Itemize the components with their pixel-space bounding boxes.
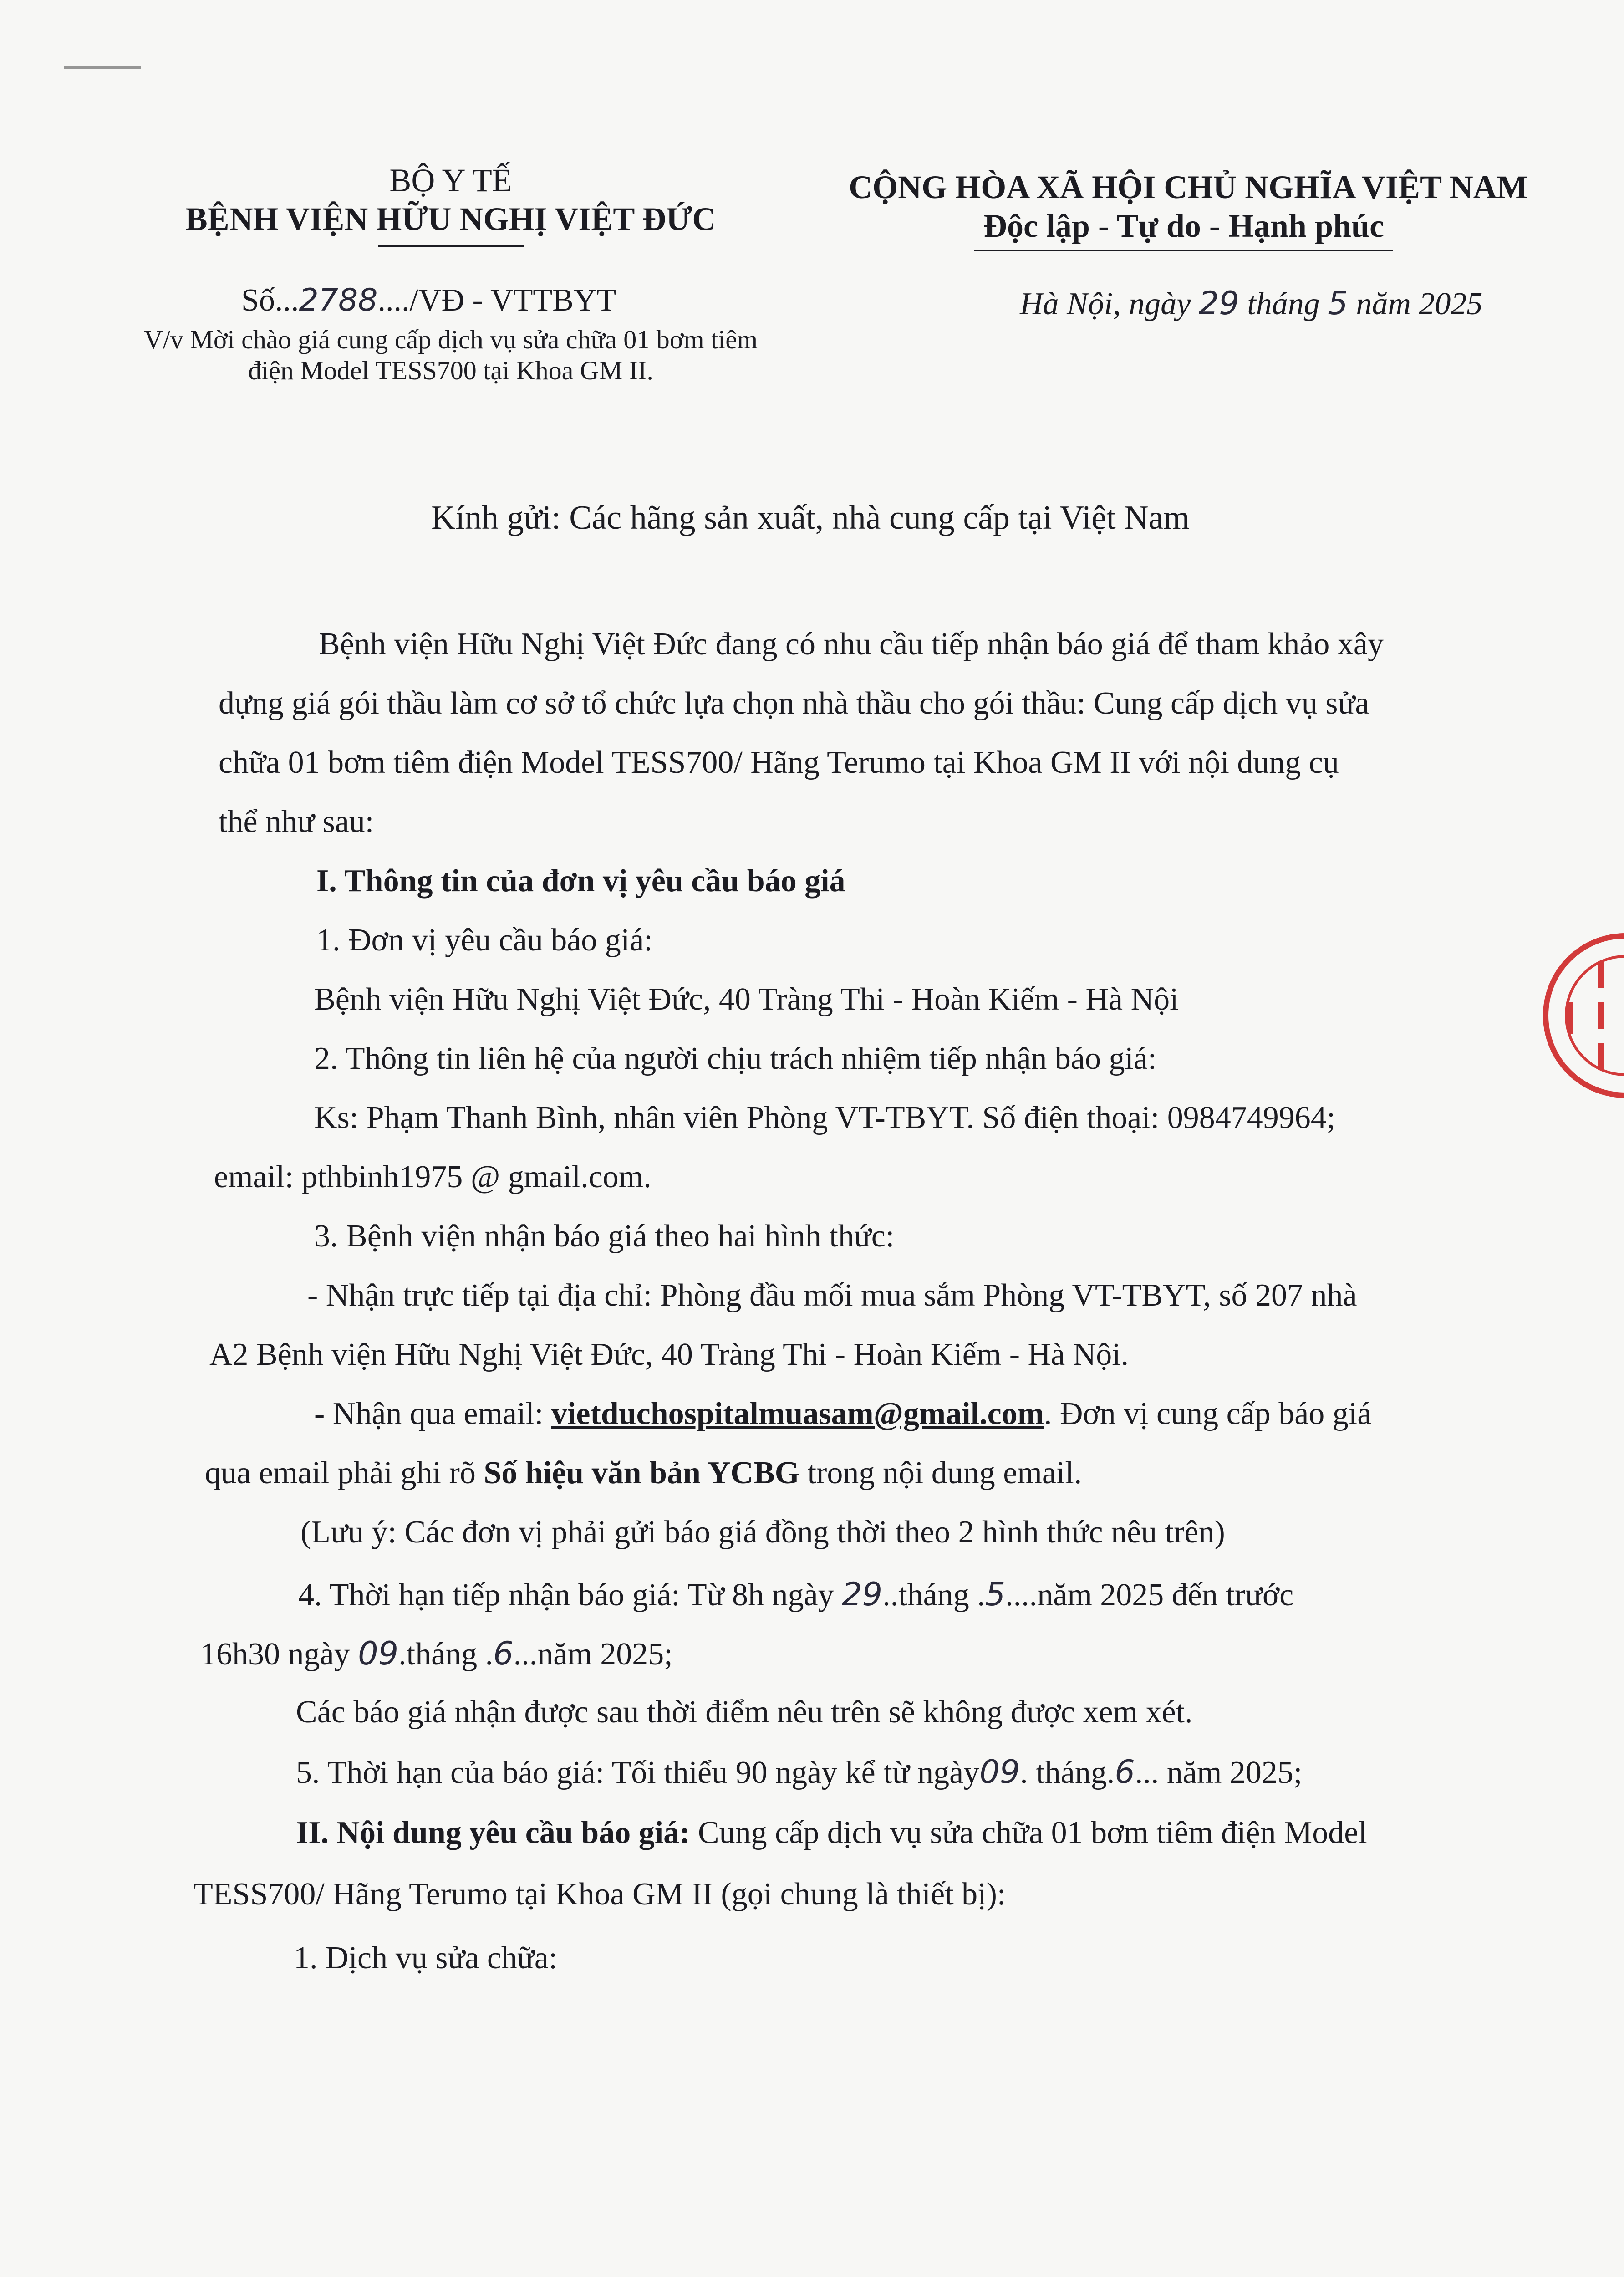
seal-outer-ring [1546, 936, 1624, 1095]
hospital-name: BỆNH VIỆN HỮU NGHỊ VIỆT ĐỨC [185, 201, 716, 237]
date-day-handwritten: 29 [1198, 285, 1239, 322]
section-2-item-1: 1. Dịch vụ sửa chữa: [294, 1940, 558, 1976]
seal-glyph-side [1568, 1002, 1573, 1034]
document-date: Hà Nội, ngày 29 tháng 5 năm 2025 [1020, 285, 1483, 322]
subject-line-2: điện Model TESS700 tại Khoa GM II. [248, 356, 653, 385]
section-2-line-2: TESS700/ Hãng Terumo tại Khoa GM II (gọi chung là thiết bị): [193, 1877, 1006, 1912]
date-month-handwritten: 5 [1328, 285, 1348, 322]
item-4-month-handwritten: 5 [985, 1576, 1006, 1613]
item-1-value: Bệnh viện Hữu Nghị Việt Đức, 40 Tràng Thi - Hoàn Kiếm - Hà Nội [314, 982, 1179, 1017]
intro-line-4: thể như sau: [219, 804, 374, 839]
motto-underline [974, 250, 1393, 251]
country-name: CỘNG HÒA XÃ HỘI CHỦ NGHĨA VIỆT NAM [849, 169, 1528, 205]
seal-glyph-3 [1598, 1043, 1604, 1070]
item-4-end-month-handwritten: 6 [493, 1635, 514, 1672]
seal-inner-ring [1566, 956, 1624, 1075]
item-3-email-line-1: - Nhận qua email: vietduchospitalmuasam@gmail.com. Đơn vị cung cấp báo giá [314, 1396, 1372, 1431]
item-3-direct-line-2: A2 Bệnh viện Hữu Nghị Việt Đức, 40 Tràng Thi - Hoàn Kiếm - Hà Nội. [209, 1337, 1129, 1372]
intro-line-2: dựng giá gói thầu làm cơ sở tổ chức lựa chọn nhà thầu cho gói thầu: Cung cấp dịch vụ sửa [219, 686, 1369, 721]
ycbg-number-bold: Số hiệu văn bản YCBG [484, 1455, 800, 1491]
section-2-heading: II. Nội dung yêu cầu báo giá: [296, 1815, 690, 1850]
procurement-email-link[interactable]: vietduchospitalmuasam@gmail.com [551, 1396, 1044, 1431]
item-2-contact: Ks: Phạm Thanh Bình, nhân viên Phòng VT-TBYT. Số điện thoại: 0984749964; [314, 1100, 1336, 1135]
item-4-note: Các báo giá nhận được sau thời điểm nêu trên sẽ không được xem xét. [296, 1695, 1193, 1730]
intro-line-3: chữa 01 bơm tiêm điện Model TESS700/ Hãng Terumo tại Khoa GM II với nội dung cụ [219, 745, 1339, 780]
national-motto: Độc lập - Tự do - Hạnh phúc [983, 208, 1385, 244]
item-1-label: 1. Đơn vị yêu cầu báo giá: [316, 923, 653, 958]
red-seal-stamp [1534, 924, 1624, 1107]
item-3-email-line-2: qua email phải ghi rõ Số hiệu văn bản YCBG trong nội dung email. [205, 1455, 1082, 1491]
hospital-underline [378, 245, 524, 247]
subject-line-1: V/v Mời chào giá cung cấp dịch vụ sửa chữa 01 bơm tiêm [143, 325, 758, 354]
item-5-line: 5. Thời hạn của báo giá: Tối thiểu 90 ngày kể từ ngày09. tháng.6... năm 2025; [296, 1753, 1303, 1791]
item-4-line-2: 16h30 ngày 09.tháng .6...năm 2025; [200, 1635, 673, 1672]
item-5-month-handwritten: 6 [1115, 1753, 1135, 1791]
item-2-email: email: pthbinh1975 @ gmail.com. [214, 1159, 652, 1195]
section-2-line-1: II. Nội dung yêu cầu báo giá: Cung cấp dịch vụ sửa chữa 01 bơm tiêm điện Model [296, 1815, 1367, 1850]
seal-glyph-2 [1598, 1002, 1604, 1029]
section-1-heading: I. Thông tin của đơn vị yêu cầu báo giá [316, 863, 845, 899]
number-handwritten: 2788 [299, 282, 378, 318]
item-2-label: 2. Thông tin liên hệ của người chịu trách nhiệm tiếp nhận báo giá: [314, 1041, 1157, 1076]
item-4-line-1: 4. Thời hạn tiếp nhận báo giá: Từ 8h ngày 29..tháng .5....năm 2025 đến trước [298, 1576, 1294, 1613]
seal-glyph-1 [1598, 961, 1604, 988]
intro-line-1: Bệnh viện Hữu Nghị Việt Đức đang có nhu cầu tiếp nhận báo giá để tham khảo xây [319, 627, 1384, 662]
document-number: Số...2788..../VĐ - VTTBYT [241, 282, 616, 318]
greeting: Kính gửi: Các hãng sản xuất, nhà cung cấp tại Việt Nam [431, 499, 1190, 536]
item-3-note: (Lưu ý: Các đơn vị phải gửi báo giá đồng thời theo 2 hình thức nêu trên) [300, 1515, 1225, 1550]
item-5-day-handwritten: 09 [979, 1753, 1020, 1791]
item-3-label: 3. Bệnh viện nhận báo giá theo hai hình thức: [314, 1219, 895, 1254]
item-4-end-day-handwritten: 09 [358, 1635, 399, 1672]
item-3-direct-line-1: - Nhận trực tiếp tại địa chỉ: Phòng đầu mối mua sắm Phòng VT-TBYT, số 207 nhà [307, 1278, 1357, 1313]
item-4-day-handwritten: 29 [842, 1576, 883, 1613]
scan-mark [64, 66, 141, 69]
ministry-name: BỘ Y TẾ [389, 162, 512, 199]
